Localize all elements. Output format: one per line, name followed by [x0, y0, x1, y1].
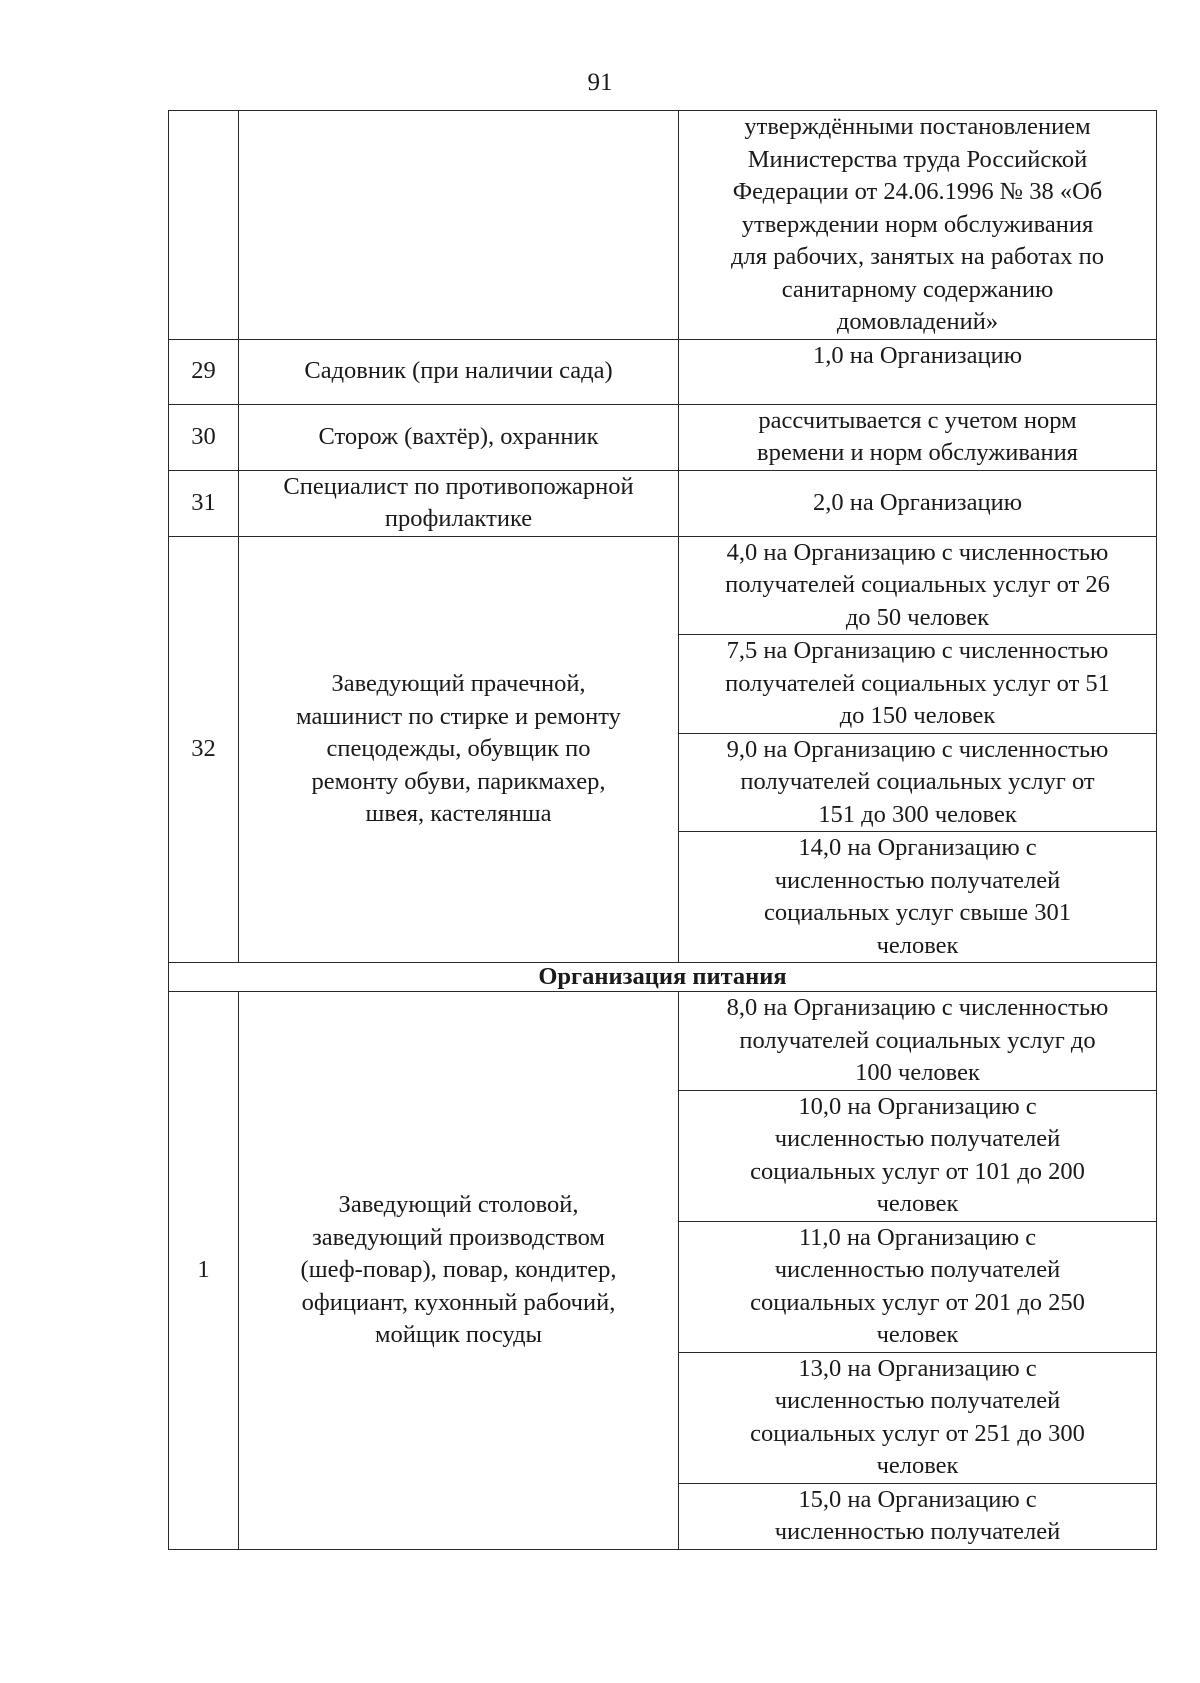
norm-cell: 2,0 на Организацию: [679, 470, 1157, 536]
table-row: [169, 992, 1157, 1091]
row-number: 31: [169, 470, 239, 536]
norm-line: утверждении норм обслуживания: [741, 210, 1094, 238]
position-line: спецодежды, обувщик по: [326, 735, 591, 762]
norm-line: домовладений»: [836, 308, 999, 335]
norm-line: человек: [876, 1452, 959, 1479]
norm-line: численностью получателей: [774, 866, 1061, 894]
position-cell: Сторож (вахтёр), охранник: [239, 404, 679, 470]
norm-line: времени и норм обслуживания: [757, 439, 1078, 466]
table-row: [169, 339, 1157, 404]
staff-norms-table: [168, 110, 1157, 1550]
norm-cell: [679, 536, 1157, 635]
norm-line: социальных услуг от 101 до 200: [750, 1157, 1085, 1185]
position-line: Специалист по противопожарной: [283, 472, 634, 500]
row-number: 32: [169, 536, 239, 963]
norm-cell: [679, 635, 1157, 734]
section-row: [169, 963, 1157, 992]
norm-cell: [679, 1483, 1157, 1549]
position-line: ремонту обуви, парикмахер,: [311, 767, 606, 795]
norm-line: 10,0 на Организацию с: [798, 1092, 1037, 1120]
position-cell: [239, 470, 679, 536]
row-number: 29: [169, 339, 239, 404]
position-line: Заведующий столовой,: [338, 1191, 579, 1218]
norm-line: 9,0 на Организацию с численностью: [726, 735, 1109, 763]
section-title: Организация питания: [169, 963, 1157, 992]
table-row: [169, 404, 1157, 470]
norm-line: социальных услуг от 251 до 300: [750, 1419, 1085, 1447]
norm-line: 151 до 300 человек: [818, 800, 1017, 828]
norm-line: 100 человек: [855, 1059, 980, 1086]
norm-line: получателей социальных услуг от 26: [725, 571, 1110, 598]
norm-line: человек: [876, 1190, 959, 1217]
norm-cell: [679, 404, 1157, 470]
norm-line: 11,0 на Организацию с: [798, 1223, 1037, 1251]
position-line: Заведующий прачечной,: [331, 670, 586, 697]
position-line: (шеф-повар), повар, кондитер,: [300, 1256, 617, 1283]
row-number-cell: [169, 111, 239, 340]
norm-line: 8,0 на Организацию с численностью: [726, 994, 1109, 1021]
norm-line: для рабочих, занятых на работах по: [731, 243, 1104, 270]
norm-cell: [679, 832, 1157, 963]
norm-line: получателей социальных услуг от: [740, 768, 1095, 795]
position-line: официант, кухонный рабочий,: [301, 1288, 616, 1316]
norm-line: человек: [876, 1321, 959, 1348]
position-cell: Садовник (при наличии сада): [239, 339, 679, 404]
position-cell: [239, 111, 679, 340]
norm-cell: [679, 992, 1157, 1091]
position-cell: [239, 536, 679, 963]
norm-line: 4,0 на Организацию с численностью: [726, 538, 1109, 566]
norm-line: 13,0 на Организацию с: [798, 1354, 1037, 1382]
position-line: профилактике: [384, 505, 533, 532]
norm-cell: [679, 1352, 1157, 1483]
table-row: [169, 111, 1157, 340]
position-line: заведующий производством: [312, 1223, 605, 1251]
norm-line: Федерации от 24.06.1996 № 38 «Об: [732, 178, 1103, 205]
norm-line: 14,0 на Организацию с: [798, 834, 1037, 861]
table-row: [169, 536, 1157, 635]
norm-line: человек: [876, 931, 959, 959]
norm-line: социальных услуг свыше 301: [763, 899, 1072, 926]
norm-cell: [679, 111, 1157, 340]
norm-line: утверждёнными постановлением: [744, 113, 1091, 140]
norm-line: численностью получателей: [774, 1125, 1061, 1152]
norm-line: социальных услуг от 201 до 250: [750, 1288, 1085, 1316]
position-line: мойщик посуды: [374, 1321, 543, 1348]
norm-line: численностью получателей: [774, 1256, 1061, 1283]
norm-line: 15,0 на Организацию с: [798, 1485, 1037, 1513]
row-number: 30: [169, 404, 239, 470]
position-line: машинист по стирке и ремонту: [296, 702, 621, 730]
table-row: [169, 470, 1157, 536]
position-line: швея, кастелянша: [365, 800, 552, 827]
row-number: 1: [169, 992, 239, 1550]
norm-cell: [679, 1090, 1157, 1221]
page-number: 91: [587, 69, 613, 96]
norm-cell: [679, 1221, 1157, 1352]
norm-line: Министерства труда Российской: [747, 145, 1088, 173]
norm-line: до 150 человек: [839, 702, 996, 729]
norm-line: 7,5 на Организацию с численностью: [726, 637, 1109, 664]
norm-line: санитарному содержанию: [781, 275, 1054, 303]
norm-cell: [679, 733, 1157, 832]
norm-line: получателей социальных услуг от 51: [725, 669, 1110, 697]
norm-cell: 1,0 на Организацию: [679, 339, 1157, 404]
norm-line: численностью получателей: [774, 1387, 1061, 1414]
norm-line: до 50 человек: [845, 603, 990, 631]
norm-line: получателей социальных услуг до: [739, 1026, 1096, 1054]
norm-line: численностью получателей: [774, 1518, 1061, 1545]
position-cell: [239, 992, 679, 1550]
norm-line: рассчитывается с учетом норм: [758, 406, 1077, 434]
